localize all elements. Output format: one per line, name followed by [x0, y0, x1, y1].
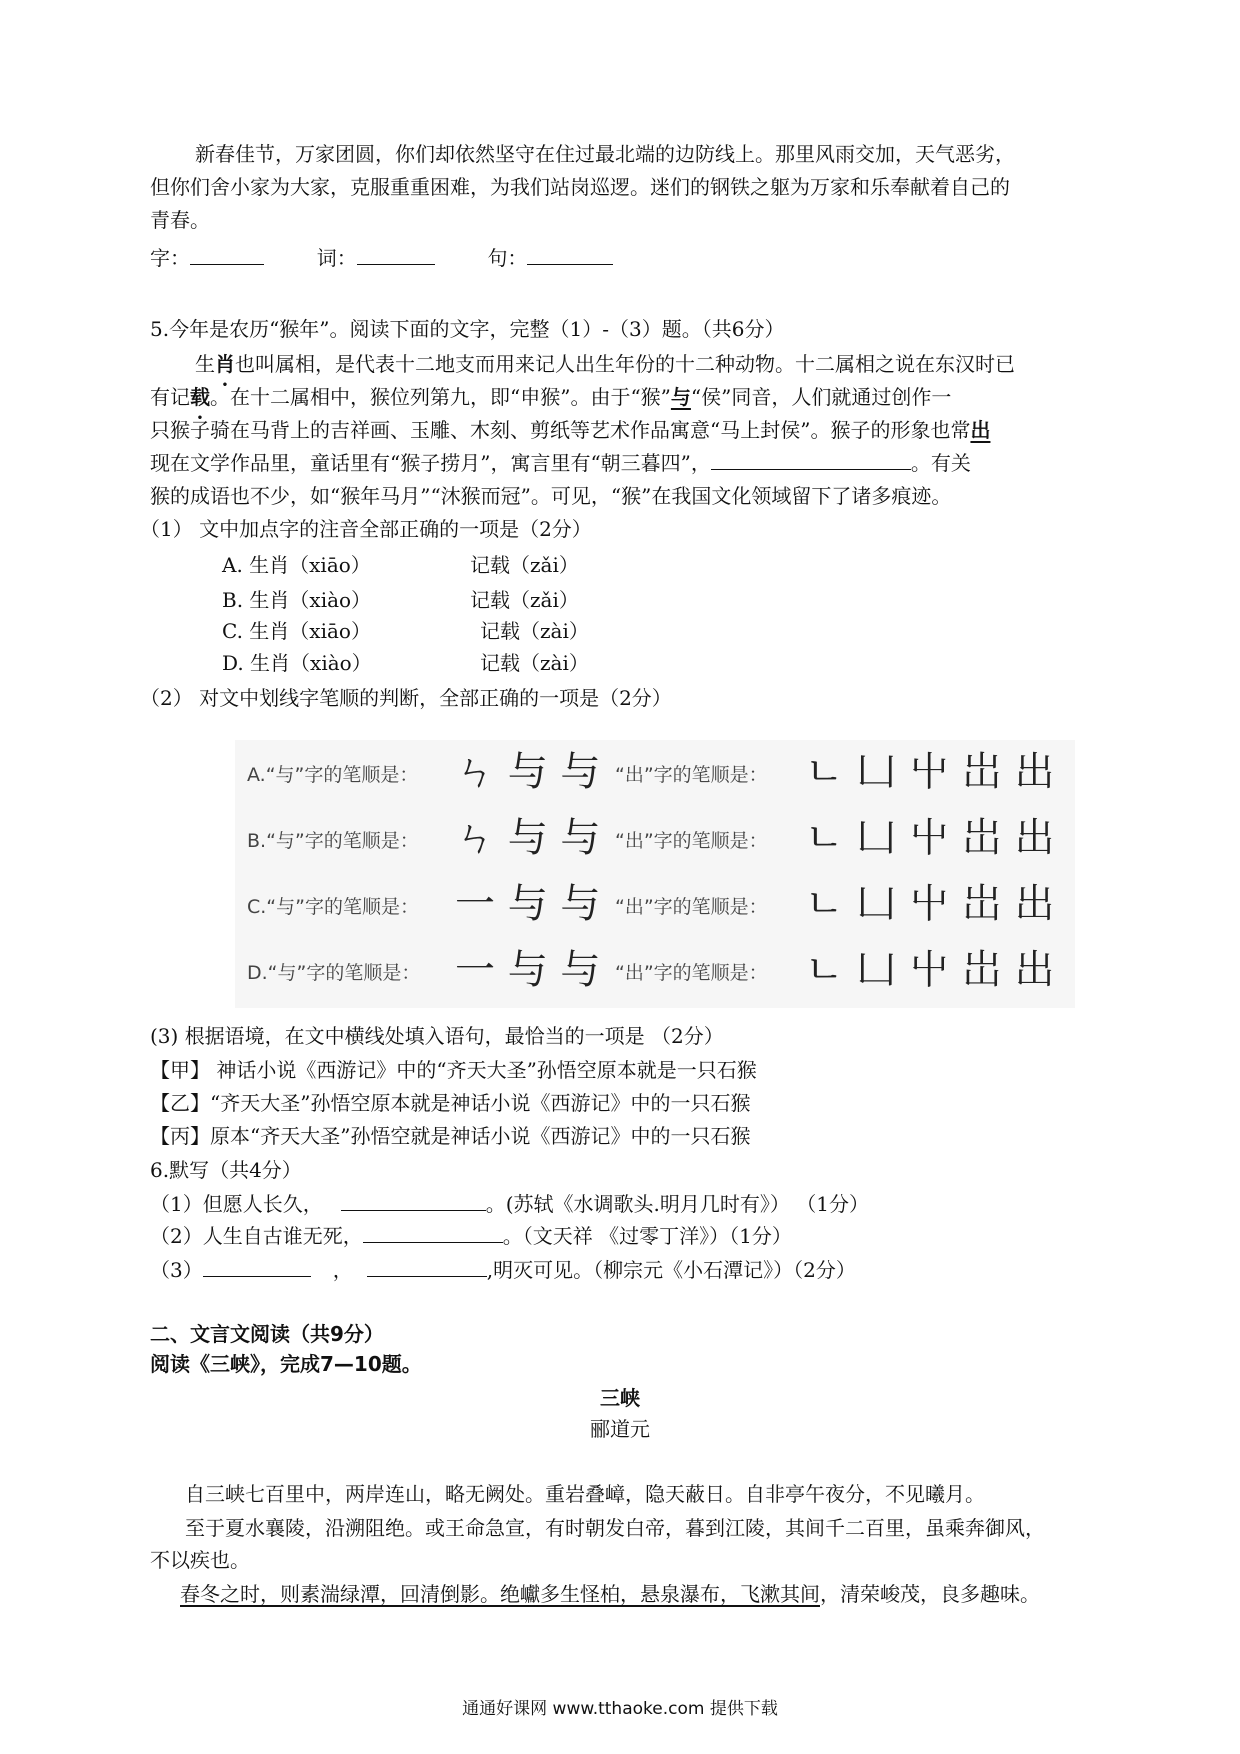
section2-instruction: 阅读《三峡》，完成7—10题。: [150, 1352, 422, 1376]
q5-passage-line2: [150, 383, 951, 411]
para1-line3: 青春。: [150, 208, 210, 232]
text: 记载（zài）: [480, 619, 589, 643]
yu-stroke-glyphs: ㄣ 与 与: [455, 815, 601, 861]
text: （1）但愿人长久，: [150, 1192, 323, 1216]
text: ,明灭可见。（柳宗元《小石潭记》）（2分）: [486, 1258, 856, 1282]
stroke-option-c[interactable]: [235, 876, 1075, 936]
text: D.“与”字的笔顺是：: [247, 962, 421, 984]
ju-label: 句：: [487, 246, 528, 270]
q5-passage-line4: [150, 449, 971, 477]
yu-stroke-glyphs: 一 与 与: [455, 947, 601, 993]
text: 记载（zǎi）: [470, 588, 579, 612]
q6-blank4[interactable]: [367, 1256, 487, 1277]
q5-opt3-jia[interactable]: 【甲】 神话小说《西游记》中的“齐天大圣”孙悟空原本就是一只石猴: [150, 1058, 757, 1082]
q6-blank1[interactable]: [341, 1190, 486, 1211]
text: 记载（zǎi）: [470, 553, 579, 577]
q5-opt3-bing[interactable]: 【丙】原本“齐天大圣”孙悟空就是神话小说《西游记》中的一只石猴: [150, 1124, 751, 1148]
yu-stroke-glyphs: 一 与 与: [455, 881, 601, 927]
text: 有记: [150, 385, 190, 409]
footer-source: 通通好课网 www.tthaoke.com 提供下载: [462, 1699, 778, 1719]
underlined-char-yu: 与: [670, 385, 691, 409]
chu-stroke-glyphs: ㄴ 凵 屮 岀 出: [805, 749, 1055, 795]
q5-sub3: (3) 根据语境，在文中横线处填入语句，最恰当的一项是 （2分）: [150, 1024, 724, 1048]
text: 记载（zài）: [480, 651, 589, 675]
section2-heading: 二、文言文阅读（共9分）: [150, 1322, 384, 1346]
q6-blank3[interactable]: [203, 1256, 311, 1277]
passage-p2-line2: 不以疾也。: [150, 1548, 250, 1572]
text: “出”字的笔顺是：: [615, 830, 768, 852]
text: （2）人生自古谁无死，: [150, 1224, 363, 1248]
dotted-char-xiao: 肖: [215, 352, 235, 376]
q5-passage-line3: [150, 416, 990, 444]
text: A.“与”字的笔顺是：: [247, 764, 419, 786]
chu-stroke-glyphs: ㄴ 凵 屮 岀 出: [805, 881, 1055, 927]
q6-blank2[interactable]: [363, 1222, 503, 1243]
ju-blank[interactable]: [527, 244, 613, 265]
text: “侯”同音，人们就通过创作一: [690, 385, 952, 409]
ci-blank[interactable]: [357, 244, 435, 265]
para1-line2: 但你们舍小家为大家，克服重重困难，为我们站岗巡逻。迷们的钢铁之躯为万家和乐奉献着自己的: [150, 175, 1010, 199]
text: 现在文学作品里，童话里有“猴子捞月”，寓言里有“朝三暮四”，: [150, 451, 711, 475]
text: C. 生肖（xiāo）: [222, 619, 371, 643]
q5-passage-line1: [195, 350, 1015, 378]
q5-passage-line5: 猴的成语也不少，如“猴年马月”“沐猴而冠”。可见，“猴”在我国文化领域留下了诸多痕迹。: [150, 484, 952, 508]
text: B.“与”字的笔顺是：: [247, 830, 419, 852]
q5-sub1: （1） 文中加点字的注音全部正确的一项是（2分）: [140, 517, 592, 541]
underlined-sentence: 春冬之时，则素湍绿潭，回清倒影。绝巘多生怪柏，悬泉瀑布，飞漱其间: [180, 1582, 820, 1606]
text: 生: [195, 352, 215, 376]
stroke-option-a[interactable]: [235, 744, 1075, 804]
passage-title: 三峡: [600, 1386, 640, 1410]
text: A. 生肖（xiāo）: [222, 553, 371, 577]
q5-fill-blank[interactable]: [711, 449, 911, 470]
passage-p1: 自三峡七百里中，两岸连山，略无阙处。重岩叠嶂，隐天蔽日。自非亭午夜分，不见曦月。: [185, 1482, 985, 1506]
text: （3）: [150, 1258, 203, 1282]
q6-line2: [150, 1222, 792, 1250]
q5-opt1-b[interactable]: [222, 586, 579, 614]
q5-opt3-yi[interactable]: 【乙】“齐天大圣”孙悟空原本就是神话小说《西游记》中的一只石猴: [150, 1091, 751, 1115]
zi-label: 字：: [150, 246, 190, 270]
passage-p3: [180, 1580, 1040, 1608]
q5-opt1-a[interactable]: [222, 551, 579, 579]
stroke-order-figure: [235, 740, 1075, 1008]
text: C.“与”字的笔顺是：: [247, 896, 419, 918]
text: B. 生肖（xiào）: [222, 588, 372, 612]
text: 。有关: [910, 451, 971, 475]
stroke-option-d[interactable]: [235, 942, 1075, 1002]
yu-stroke-glyphs: ㄣ 与 与: [455, 749, 601, 795]
text: ，: [332, 1258, 353, 1282]
underlined-char-chu: 出: [970, 418, 991, 442]
text: 。(苏轼《水调歌头.明月几时有》） （1分）: [485, 1192, 869, 1216]
dotted-char-zai: 载: [190, 385, 210, 409]
text: 。在十二属相中，猴位列第九，即“申猴”。由于“猴”: [210, 385, 671, 409]
text: D. 生肖（xiào）: [222, 651, 372, 675]
answer-blanks-row: [150, 244, 613, 272]
q5-opt1-c[interactable]: [222, 617, 589, 645]
passage-p2-line1: 至于夏水襄陵，沿溯阻绝。或王命急宣，有时朝发白帝，暮到江陵，其间千二百里，虽乘奔御风，: [185, 1516, 1045, 1540]
text: 也叫属相，是代表十二地支而用来记人出生年份的十二种动物。十二属相之说在东汉时已: [235, 352, 1015, 376]
text: 只猴子骑在马背上的吉祥画、玉雕、木刻、剪纸等艺术作品寓意“马上封侯”。猴子的形象也常: [150, 418, 971, 442]
q5-opt1-d[interactable]: [222, 649, 589, 677]
zi-blank[interactable]: [190, 244, 264, 265]
text: 。（文天祥 《过零丁洋》）（1分）: [502, 1224, 792, 1248]
q6-line3: [150, 1256, 856, 1284]
text: “出”字的笔顺是：: [615, 764, 768, 786]
q6-line1: [150, 1190, 869, 1218]
ci-label: 词：: [316, 246, 357, 270]
stroke-option-b[interactable]: [235, 810, 1075, 870]
passage-author: 郦道元: [590, 1417, 650, 1441]
q5-sub2: （2） 对文中划线字笔顺的判断，全部正确的一项是（2分）: [140, 686, 672, 710]
para1-line1: 新春佳节，万家团圆，你们却依然坚守在住过最北端的边防线上。那里风雨交加，天气恶劣，: [195, 142, 1015, 166]
chu-stroke-glyphs: ㄴ 凵 屮 岀 出: [805, 947, 1055, 993]
text: ，清荣峻茂，良多趣味。: [820, 1582, 1040, 1606]
text: “出”字的笔顺是：: [615, 896, 768, 918]
chu-stroke-glyphs: ㄴ 凵 屮 岀 出: [805, 815, 1055, 861]
text: “出”字的笔顺是：: [615, 962, 768, 984]
q6-heading: 6.默写（共4分）: [150, 1158, 302, 1182]
q5-heading: 5.今年是农历“猴年”。阅读下面的文字，完整（1）-（3）题。（共6分）: [150, 317, 785, 341]
